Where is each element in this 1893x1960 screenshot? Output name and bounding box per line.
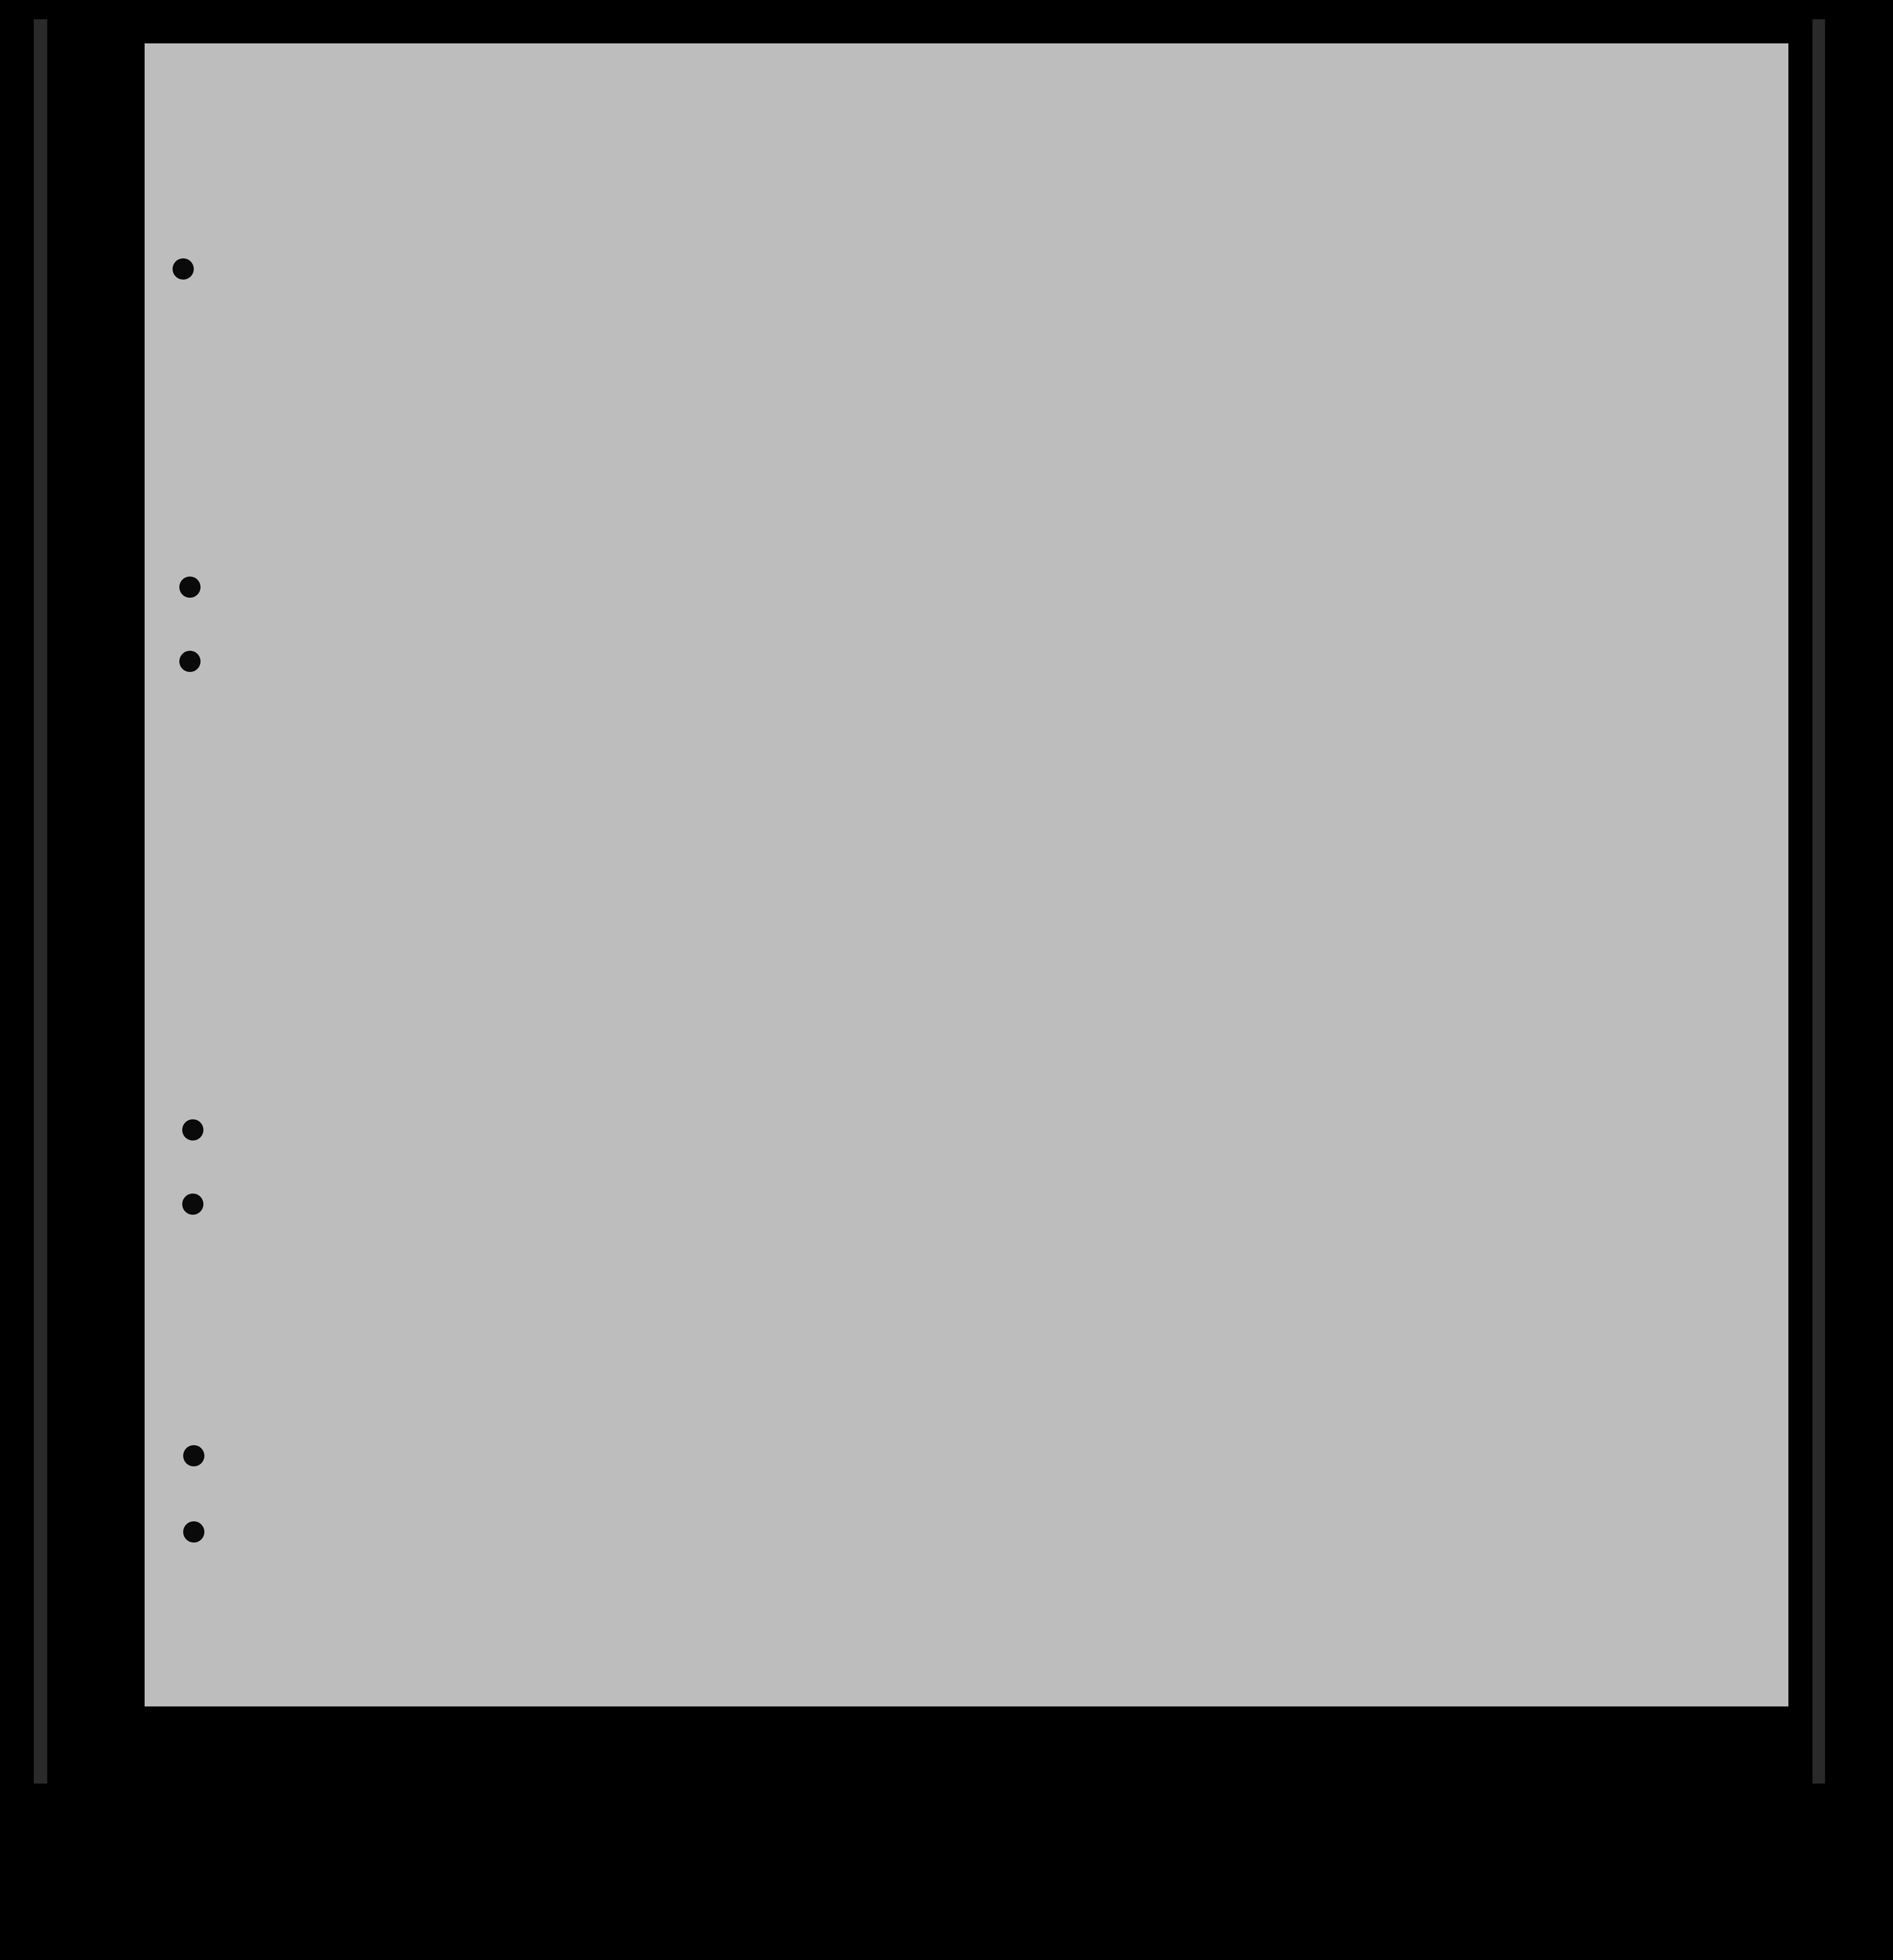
punch-hole bbox=[182, 1119, 203, 1141]
punch-hole bbox=[183, 1445, 204, 1466]
punch-hole bbox=[182, 1194, 203, 1215]
punch-hole bbox=[179, 577, 201, 598]
punch-hole bbox=[173, 258, 194, 280]
punch-hole bbox=[179, 651, 201, 672]
punch-hole bbox=[183, 1521, 204, 1543]
